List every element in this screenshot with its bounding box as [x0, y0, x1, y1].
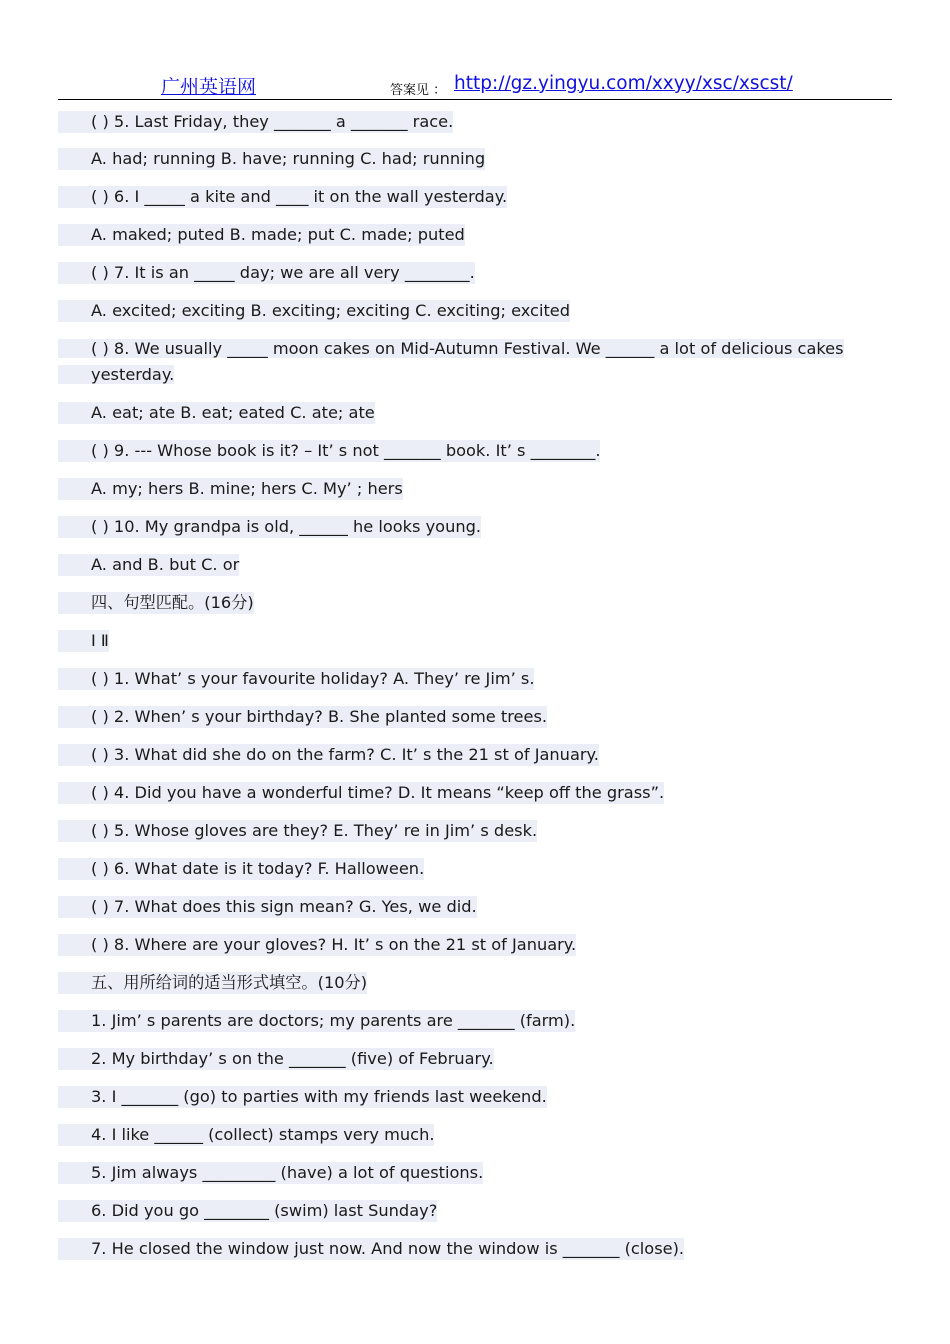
match-line: ( ) 8. Where are your gloves? H. It’ s on the 21 st of January. [58, 934, 576, 956]
page-header [58, 70, 892, 100]
fill-blank-line: 7. He closed the window just now. And now the window is _______ (close). [58, 1238, 684, 1260]
fill-blank-line: 1. Jim’ s parents are doctors; my parents are _______ (farm). [58, 1010, 575, 1032]
question-line-wrapped [58, 336, 859, 388]
match-line: ( ) 2. When’ s your birthday? B. She planted some trees. [58, 706, 547, 728]
question-line: ( ) 9. --- Whose book is it? – It’ s not _______ book. It’ s ________. [58, 440, 600, 462]
options-line: A. excited; exciting B. exciting; exciting C. exciting; excited [58, 300, 570, 322]
match-line: ( ) 3. What did she do on the farm? C. It’ s the 21 st of January. [58, 744, 599, 766]
match-line: ( ) 7. What does this sign mean? G. Yes, we did. [58, 896, 477, 918]
fill-blank-line: 4. I like ______ (collect) stamps very much. [58, 1124, 434, 1146]
question-line: ( ) 6. I _____ a kite and ____ it on the wall yesterday. [58, 186, 507, 208]
fill-blank-line: 3. I _______ (go) to parties with my friends last weekend. [58, 1086, 547, 1108]
fill-blank-line: 5. Jim always _________ (have) a lot of questions. [58, 1162, 483, 1184]
site-name-link[interactable]: 广州英语网 [161, 76, 257, 98]
match-line: ( ) 5. Whose gloves are they? E. They’ re in Jim’ s desk. [58, 820, 537, 842]
answer-url-link[interactable]: http://gz.yingyu.com/xxyy/xsc/xscst/ [454, 73, 793, 94]
column-labels: Ⅰ Ⅱ [58, 630, 109, 652]
match-line: ( ) 6. What date is it today? F. Halloween. [58, 858, 424, 880]
section-heading: 四、句型匹配。(16分) [58, 592, 254, 614]
options-line: A. maked; puted B. made; put C. made; puted [58, 224, 465, 246]
question-line: ( ) 7. It is an _____ day; we are all very ________. [58, 262, 475, 284]
question-text: ( ) 8. We usually _____ moon cakes on Mid-Autumn Festival. We ______ a lot of delicious cakes yesterday. [58, 339, 844, 384]
options-line: A. and B. but C. or [58, 554, 239, 576]
match-line: ( ) 1. What’ s your favourite holiday? A. They’ re Jim’ s. [58, 668, 534, 690]
fill-blank-line: 2. My birthday’ s on the _______ (five) of February. [58, 1048, 494, 1070]
section-heading: 五、用所给词的适当形式填空。(10分) [58, 972, 367, 994]
question-line: ( ) 10. My grandpa is old, ______ he looks young. [58, 516, 481, 538]
answer-label: 答案见 ： [390, 83, 447, 98]
question-line: ( ) 5. Last Friday, they _______ a _______ race. [58, 111, 453, 133]
options-line: A. had; running B. have; running C. had; running [58, 148, 485, 170]
options-line: A. eat; ate B. eat; eated C. ate; ate [58, 402, 375, 424]
options-line: A. my; hers B. mine; hers C. My’ ; hers [58, 478, 403, 500]
fill-blank-line: 6. Did you go ________ (swim) last Sunday? [58, 1200, 437, 1222]
match-line: ( ) 4. Did you have a wonderful time? D. It means “keep off the grass”. [58, 782, 664, 804]
